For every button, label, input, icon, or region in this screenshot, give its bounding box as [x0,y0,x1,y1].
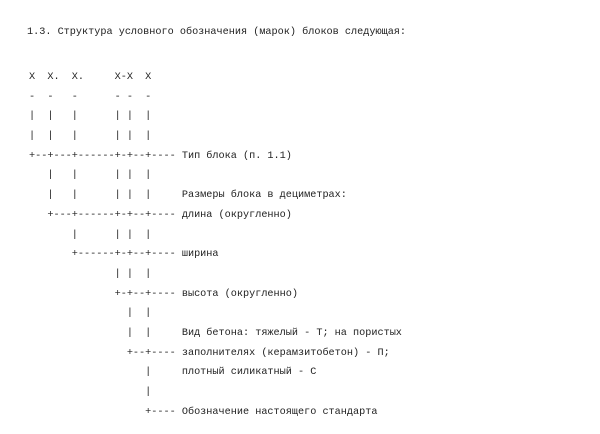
diagram-line: +------+-+--+---- ширина [29,249,219,261]
diagram-line: | плотный силикатный - С [29,367,317,379]
diagram-line: +-+--+---- высота (округленно) [29,288,298,300]
diagram-line: - - - - - - [29,91,152,103]
diagram-line: +--+---- заполнителях (керамзитобетон) - П; [29,347,390,359]
diagram-line: | [29,387,152,398]
diagram-line: | | | | | [29,170,152,182]
diagram-line: | | | | | | [29,111,152,123]
diagram-line: | | | | | Размеры блока в дециметрах: [29,190,347,202]
diagram-line: +---- Обозначение настоящего стандарта [29,406,378,418]
diagram-line: +---+------+-+--+---- длина (округленно) [29,209,292,221]
diagram-line: | | Вид бетона: тяжелый - Т; на пористых [29,327,402,339]
diagram-line: | | | | | | [29,131,152,143]
diagram-line: | | | | [29,229,152,241]
designation-structure-diagram [29,68,402,422]
diagram-line: | | | [29,268,152,280]
section-heading: 1.3. Структура условного обозначения (марок) блоков следующая: [27,27,407,38]
diagram-line: X X. X. X-X X [29,72,152,83]
diagram-line: +--+---+------+-+--+---- Тип блока (п. 1.1) [29,150,292,162]
diagram-line: | | [29,308,152,320]
